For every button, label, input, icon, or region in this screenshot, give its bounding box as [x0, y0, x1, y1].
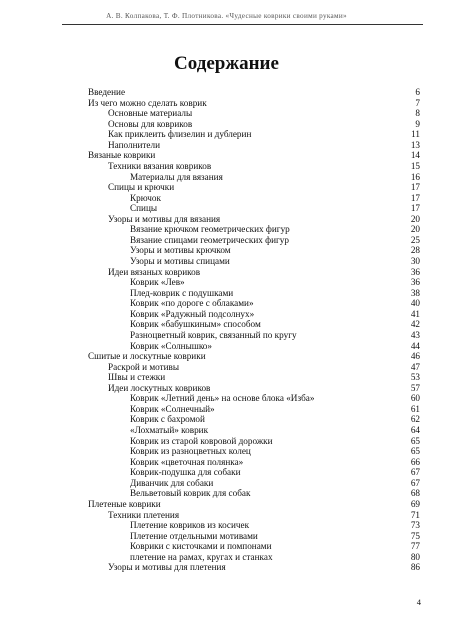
toc-entry-page: 44 — [410, 340, 420, 351]
toc-entry-page: 17 — [410, 203, 420, 214]
toc-entry — [88, 362, 420, 373]
toc-entry-page: 69 — [410, 498, 420, 509]
toc-entry-page: 71 — [410, 509, 420, 520]
toc-entry-page: 6 — [415, 87, 420, 97]
toc-entry — [88, 414, 420, 425]
toc-entry — [88, 193, 420, 204]
toc-entry — [88, 510, 420, 521]
toc-entry-page: 75 — [410, 530, 420, 541]
toc-entry — [88, 298, 420, 309]
toc-entry — [88, 119, 420, 130]
page-number: 4 — [416, 597, 421, 607]
toc-entry-title: Коврик «по дороге с облаками» — [130, 298, 254, 309]
toc-entry-title: Узоры и мотивы для вязания — [108, 213, 221, 224]
toc-entry-title: Коврик «Солнечный» — [130, 403, 215, 414]
toc-entry-title: Основные материалы — [108, 108, 193, 119]
toc-entry-page: 28 — [410, 245, 420, 256]
toc-entry-title: Идеи вязаных ковриков — [108, 266, 201, 277]
toc-entry-title: Коврик «Лев» — [130, 277, 185, 288]
toc-entry-title: Коврик «Летний день» на основе блока «Изба» — [130, 393, 315, 404]
toc-entry — [88, 446, 420, 457]
toc-entry-page: 46 — [410, 351, 420, 362]
toc-entry-title: Коврик-подушка для собаки — [130, 467, 241, 478]
toc-entry — [88, 245, 420, 256]
toc-entry-title: Коврик из старой ковровой дорожки — [130, 435, 273, 446]
toc-entry — [88, 288, 420, 299]
toc-entry-page: 25 — [410, 234, 420, 245]
toc-entry-title: Идеи лоскутных ковриков — [108, 382, 211, 393]
toc-entry-page: 43 — [410, 329, 420, 340]
toc-entry-title: Разноцветный коврик, связанный по кругу — [130, 329, 297, 340]
header-rule — [62, 24, 423, 25]
toc-entry-page: 53 — [410, 372, 420, 383]
toc-entry-page: 67 — [410, 467, 420, 478]
toc-entry-title: Спицы и крючки — [108, 182, 175, 193]
toc-entry-title: Коврик с бахромой — [130, 414, 205, 425]
toc-entry — [88, 499, 420, 510]
toc-entry-page: 68 — [410, 488, 420, 499]
toc-entry-title: «Лохматый» коврик — [130, 425, 209, 435]
toc-entry-page: 36 — [410, 266, 420, 277]
toc-entry-page: 11 — [411, 129, 420, 140]
toc-entry-page: 16 — [410, 171, 420, 182]
toc-entry-page: 57 — [410, 382, 420, 393]
toc-entry — [88, 457, 420, 468]
toc-entry-title: Плетение ковриков из косичек — [130, 520, 250, 531]
toc-entry — [88, 478, 420, 489]
toc-entry-page: 14 — [410, 150, 420, 161]
toc-entry-page: 65 — [410, 435, 420, 446]
toc-entry-title: Швы и стежки — [108, 372, 166, 383]
toc-entry — [88, 98, 420, 109]
toc-entry-title: Из чего можно сделать коврик — [88, 97, 207, 108]
toc-entry-title: Материалы для вязания — [130, 171, 223, 182]
toc-entry-title: Спицы — [130, 203, 158, 214]
running-head: А. В. Колпакова, Т. Ф. Плотникова. «Чудесные коврики своими руками» — [106, 12, 347, 20]
toc-entry — [88, 552, 420, 563]
toc-entry — [88, 383, 420, 394]
toc-entry-title: Коврики с кисточками и помпонами — [130, 541, 272, 552]
page-title: Содержание — [174, 53, 279, 74]
toc-entry-page: 66 — [410, 456, 420, 467]
toc-entry-page: 17 — [410, 192, 420, 203]
toc-entry-title: Плетение отдельными мотивами — [130, 530, 258, 541]
toc-entry-page: 41 — [410, 308, 420, 319]
toc-entry-page: 17 — [410, 182, 420, 193]
toc-entry-page: 67 — [410, 477, 420, 488]
toc-entry-title: Вязаные коврики — [88, 150, 156, 161]
toc-entry-title: Техники плетения — [108, 509, 180, 520]
toc-entry — [88, 224, 420, 235]
toc-entry-title: Как приклеить флизелин и дублерин — [108, 129, 252, 140]
toc-entry — [88, 341, 420, 352]
toc-entry — [88, 129, 420, 140]
toc-entry-title: Узоры и мотивы крючком — [130, 245, 231, 256]
toc-entry-title: Наполнители — [108, 139, 160, 150]
toc-entry-title: Узоры и мотивы спицами — [130, 256, 230, 266]
toc-entry — [88, 425, 420, 436]
toc-entry-page: 61 — [410, 403, 420, 414]
toc-entry-page: 38 — [410, 287, 420, 298]
toc-entry-title: Коврик «Солнышко» — [130, 340, 212, 351]
toc-entry-title: плетение на рамах, кругах и станках — [130, 551, 273, 562]
toc-entry-title: Крючок — [130, 192, 161, 203]
toc-entry-page: 40 — [410, 298, 420, 309]
toc-entry-page: 36 — [410, 277, 420, 288]
toc-entry-page: 8 — [415, 108, 420, 119]
toc-entry-title: Основы для ковриков — [108, 118, 193, 129]
toc-entry-title: Вязание крючком геометрических фигур — [130, 224, 290, 235]
toc-entry — [88, 150, 420, 161]
toc-entry-page: 60 — [410, 393, 420, 404]
toc-entry-title: Коврик «бабушкиным» способом — [130, 319, 261, 330]
table-of-contents — [88, 87, 420, 573]
toc-entry-page: 42 — [410, 319, 420, 330]
toc-entry — [88, 372, 420, 383]
toc-entry-title: Диванчик для собаки — [130, 477, 214, 488]
toc-entry — [88, 393, 420, 404]
toc-entry-page: 20 — [410, 224, 420, 235]
toc-entry — [88, 172, 420, 183]
toc-entry-title: Узоры и мотивы для плетения — [108, 562, 226, 573]
toc-entry-page: 9 — [415, 118, 420, 129]
toc-entry-title: Раскрой и мотивы — [108, 361, 180, 372]
toc-entry — [88, 351, 420, 362]
toc-entry-page: 47 — [410, 361, 420, 372]
toc-entry-page: 65 — [410, 446, 420, 457]
toc-entry — [88, 256, 420, 267]
toc-entry-title: Коврик из разноцветных колец — [130, 446, 251, 457]
toc-entry — [88, 562, 420, 573]
toc-entry-page: 20 — [410, 213, 420, 224]
toc-entry — [88, 108, 420, 119]
toc-entry — [88, 330, 420, 341]
toc-entry — [88, 467, 420, 478]
toc-entry-page: 7 — [415, 97, 420, 108]
toc-entry-title: Вельветовый коврик для собак — [130, 488, 251, 499]
toc-entry — [88, 214, 420, 225]
toc-entry-page: 13 — [410, 139, 420, 150]
toc-entry-page: 62 — [410, 414, 420, 425]
toc-entry — [88, 235, 420, 246]
toc-entry-page: 15 — [410, 160, 420, 171]
toc-entry-page: 80 — [410, 551, 420, 562]
toc-entry-title: Введение — [88, 87, 126, 97]
toc-entry-title: Сшитые и лоскутные коврики — [88, 351, 206, 362]
toc-entry — [88, 161, 420, 172]
toc-entry-title: Плед-коврик с подушками — [130, 287, 234, 298]
toc-entry — [88, 520, 420, 531]
toc-entry — [88, 277, 420, 288]
toc-entry — [88, 488, 420, 499]
toc-entry-title: Коврик «Радужный подсолнух» — [130, 308, 255, 319]
toc-entry-page: 73 — [410, 520, 420, 531]
toc-entry-page: 77 — [410, 541, 420, 552]
toc-entry-title: Техники вязания ковриков — [108, 160, 212, 171]
toc-entry — [88, 203, 420, 214]
toc-entry — [88, 531, 420, 542]
toc-entry — [88, 436, 420, 447]
toc-entry — [88, 404, 420, 415]
toc-entry-title: Коврик «цветочная полянка» — [130, 456, 244, 467]
toc-entry — [88, 182, 420, 193]
toc-entry — [88, 541, 420, 552]
toc-entry-title: Вязание спицами геометрических фигур — [130, 234, 289, 245]
toc-entry — [88, 319, 420, 330]
toc-entry — [88, 140, 420, 151]
toc-entry — [88, 87, 420, 98]
toc-entry — [88, 309, 420, 320]
toc-entry-page: 64 — [410, 425, 420, 435]
toc-entry-page: 86 — [410, 562, 420, 573]
toc-entry-page: 30 — [410, 256, 420, 266]
toc-entry — [88, 267, 420, 278]
toc-entry-title: Плетеные коврики — [88, 498, 161, 509]
